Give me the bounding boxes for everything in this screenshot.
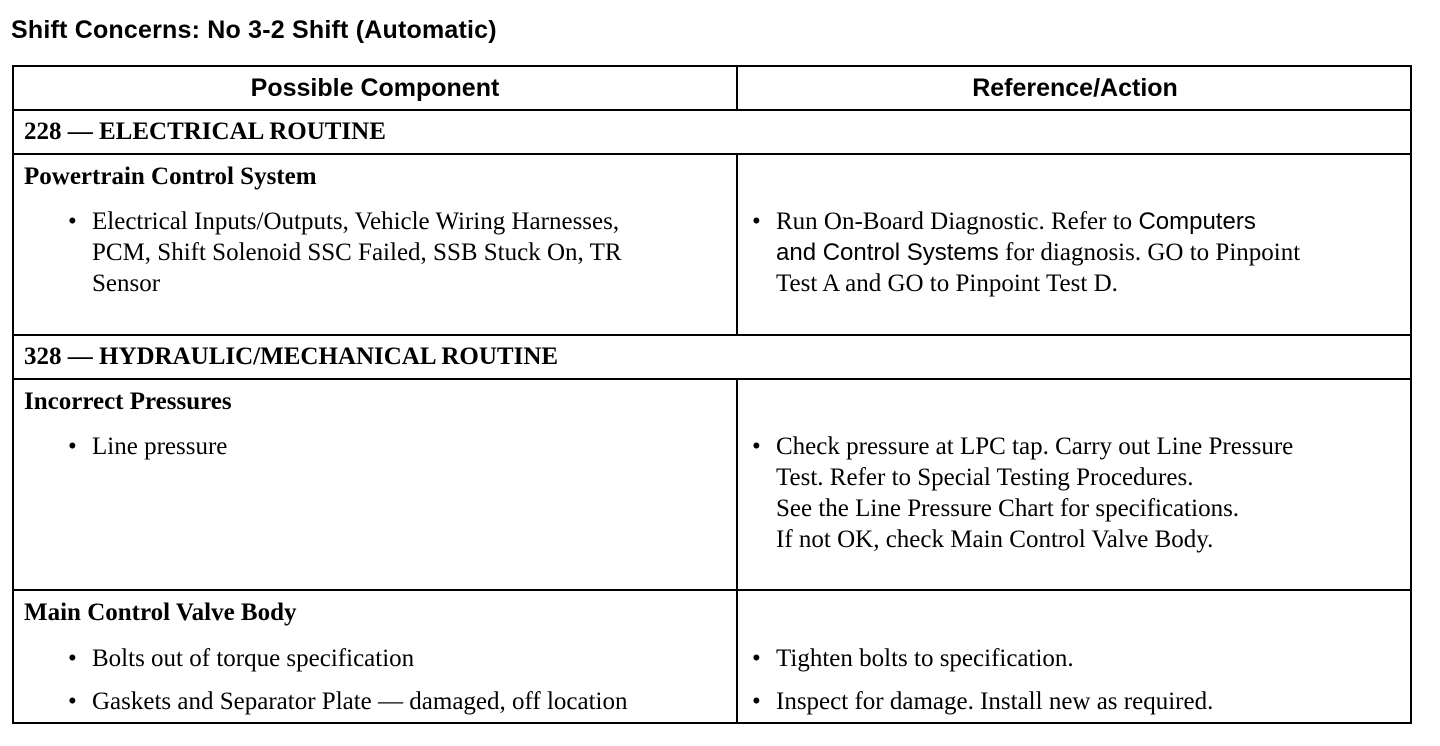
bullet-icon: • <box>752 433 761 460</box>
bullet-icon: • <box>68 433 77 460</box>
group-label-powertrain: Powertrain Control System <box>24 163 317 190</box>
component-text-line: Sensor <box>92 270 161 297</box>
action-text: for diagnosis. GO to Pinpoint <box>998 239 1301 266</box>
column-divider <box>736 379 738 724</box>
action-text-line <box>776 206 1256 237</box>
component-text-line: Gaskets and Separator Plate — damaged, off location <box>92 688 628 715</box>
bullet-icon: • <box>68 645 77 672</box>
row-divider <box>14 334 1410 336</box>
column-header-component: Possible Component <box>250 74 500 102</box>
group-label-incorrect-pressures: Incorrect Pressures <box>24 388 232 415</box>
shift-concerns-table <box>12 65 1412 724</box>
action-text-line: Test. Refer to Special Testing Procedures. <box>776 464 1194 491</box>
bullet-icon: • <box>752 208 761 235</box>
row-divider <box>14 589 1410 591</box>
column-header-action: Reference/Action <box>972 74 1178 102</box>
component-text-line: Line pressure <box>92 433 228 460</box>
column-divider <box>736 154 738 335</box>
bullet-icon: • <box>68 208 77 235</box>
section-heading-hydraulic: 328 — HYDRAULIC/MECHANICAL ROUTINE <box>24 343 559 370</box>
action-text-line: Test A and GO to Pinpoint Test D. <box>776 270 1118 297</box>
component-text-line: PCM, Shift Solenoid SSC Failed, SSB Stuck On, TR <box>92 239 622 266</box>
action-text-line: Tighten bolts to specification. <box>776 645 1074 672</box>
action-text-line: Inspect for damage. Install new as required. <box>776 688 1214 715</box>
component-text-line: Bolts out of torque specification <box>92 645 415 672</box>
page-title: Shift Concerns: No 3-2 Shift (Automatic) <box>11 16 497 44</box>
bullet-icon: • <box>752 645 761 672</box>
bullet-icon: • <box>68 688 77 715</box>
action-text-line: Check pressure at LPC tap. Carry out Line Pressure <box>776 433 1294 460</box>
section-heading-electrical: 228 — ELECTRICAL ROUTINE <box>24 118 386 145</box>
action-text-line: If not OK, check Main Control Valve Body. <box>776 526 1214 553</box>
action-text-line: See the Line Pressure Chart for specifications. <box>776 495 1240 522</box>
reference-computers: Computers <box>1138 208 1256 235</box>
row-divider <box>14 109 1410 111</box>
bullet-icon: • <box>752 688 761 715</box>
reference-control-systems: and Control Systems <box>776 239 999 266</box>
row-divider <box>14 153 1410 155</box>
component-text-line: Electrical Inputs/Outputs, Vehicle Wiring Harnesses, <box>92 208 620 235</box>
row-divider <box>14 378 1410 380</box>
action-text-line <box>776 237 1300 268</box>
group-label-main-control-valve-body: Main Control Valve Body <box>24 599 297 626</box>
action-text: Run On-Board Diagnostic. Refer to <box>776 208 1139 235</box>
